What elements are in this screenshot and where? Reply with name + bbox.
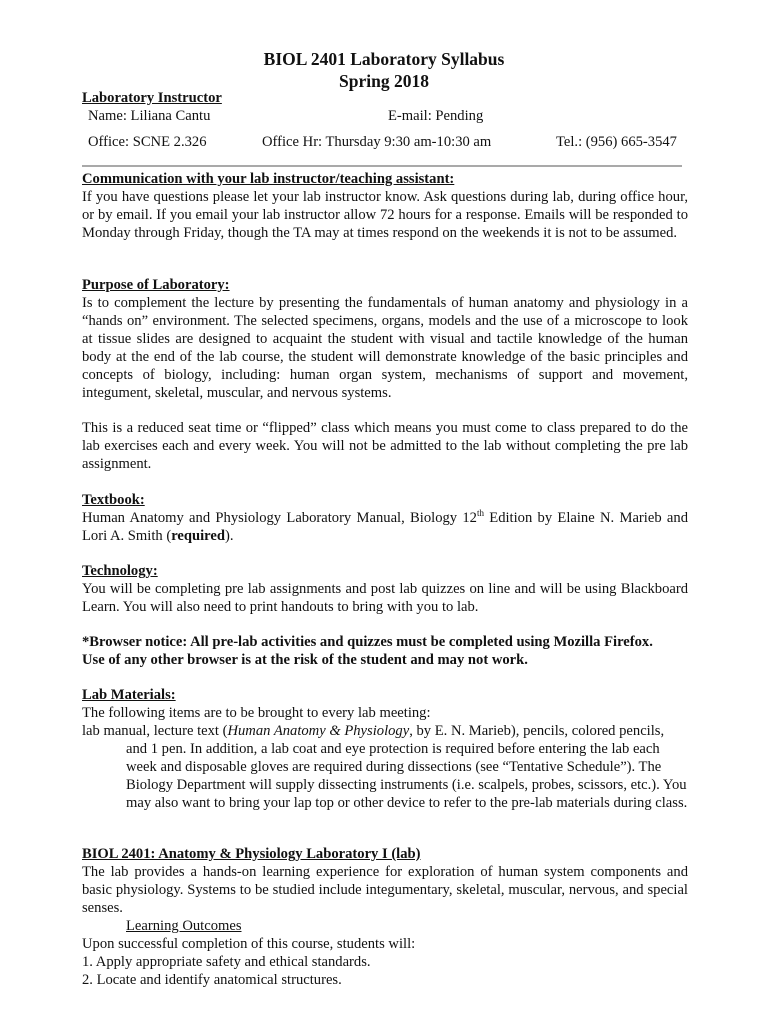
course-section <box>82 845 688 989</box>
course-heading: BIOL 2401: Anatomy & Physiology Laboratory I (lab) <box>82 846 421 862</box>
course-body: The lab provides a hands-on learning experience for exploration of human system components and basic physiology. Systems to be studied include integumentary, skeletal, muscular, nervous, and special senses. <box>82 864 688 916</box>
browser-notice-line1: *Browser notice: All pre-lab activities and quizzes must be completed using Mozilla Firefox. <box>82 634 653 650</box>
textbook-end: ). <box>224 528 234 544</box>
technology-body: You will be completing pre lab assignments and post lab quizzes on line and will be using Blackboard Learn. You will also need to print handouts to bring with you to lab. <box>82 581 688 615</box>
flipped-class-text: This is a reduced seat time or “flipped” class which means you must come to class prepared to do the lab exercises each and every week. You will not be admitted to the lab without completing the pre lab assignment. <box>82 420 688 472</box>
instructor-office: Office: SCNE 2.326 <box>88 134 207 150</box>
learning-outcomes-heading: Learning Outcomes <box>126 918 242 934</box>
materials-list-start: lab manual, lecture text ( <box>82 723 228 739</box>
textbook-required: required <box>171 528 225 544</box>
purpose-body: Is to complement the lecture by presenting the fundamentals of human anatomy and physiology in a “hands on” environment. The selected specimens, organs, models and the use of a microscope to look at tissue slides are designed to acquaint the student with visual and tactile knowledge of the human body at the end of the lab course, the student will demonstrate knowledge of the basic principles and concepts of biology, including: human organ system, mechanisms of support and movement, integument, skeletal, muscular, and nervous systems. <box>82 295 688 401</box>
technology-heading: Technology: <box>82 563 158 579</box>
communication-heading: Communication with your lab instructor/teaching assistant: <box>82 171 455 187</box>
instructor-email: E-mail: Pending <box>388 108 484 124</box>
instructor-name: Name: Liliana Cantu <box>88 108 211 124</box>
learning-outcome-item: 2. Locate and identify anatomical structures. <box>82 972 342 988</box>
materials-section <box>82 686 688 812</box>
textbook-title: Human Anatomy and Physiology Laboratory Manual, Biology 12 <box>82 510 477 526</box>
communication-section <box>82 170 688 242</box>
textbook-section <box>82 491 688 545</box>
textbook-authors: Edition by Elaine N. Marieb and Lori A. Smith ( <box>82 510 688 544</box>
learning-outcomes-intro: Upon successful completion of this course, students will: <box>82 936 416 952</box>
instructor-heading: Laboratory Instructor <box>82 90 222 106</box>
communication-body: If you have questions please let your lab instructor know. Ask questions during lab, during office hour, or by email. If you email your lab instructor allow 72 hours for a response. Emails will be responded to Monday through Friday, though the TA may at times respond on the weekends it is not to be assumed. <box>82 189 688 241</box>
page-title: BIOL 2401 Laboratory Syllabus <box>263 49 505 69</box>
materials-list-rest: , by E. N. Marieb), pencils, colored pencils, and 1 pen. In addition, a lab coat and eye protection is required before entering the lab each week and disposable gloves are required during dissections (see “Tentative Schedule”). The Biology Department will supply dissecting instruments (i.e. scalpels, probes, scissors, etc.). You may also want to bring your lap top or other device to refer to the pre-lab materials during class. <box>126 723 688 811</box>
purpose-heading: Purpose of Laboratory: <box>82 277 230 293</box>
page-subtitle: Spring 2018 <box>339 71 429 91</box>
instructor-office-hours: Office Hr: Thursday 9:30 am-10:30 am <box>262 134 492 150</box>
textbook-heading: Textbook: <box>82 492 145 508</box>
header-divider <box>82 165 682 167</box>
textbook-body <box>82 509 688 545</box>
materials-intro: The following items are to be brought to every lab meeting: <box>82 705 431 721</box>
materials-lecture-text: Human Anatomy & Physiology <box>227 723 410 739</box>
instructor-phone: Tel.: (956) 665-3547 <box>556 134 677 150</box>
materials-heading: Lab Materials: <box>82 687 176 703</box>
purpose-section <box>82 276 688 402</box>
technology-section <box>82 562 688 616</box>
learning-outcome-item: 1. Apply appropriate safety and ethical standards. <box>82 954 371 970</box>
materials-list <box>82 722 688 812</box>
textbook-edition-suffix: th <box>476 508 484 519</box>
browser-notice-line2: Use of any other browser is at the risk of the student and may not work. <box>82 652 528 668</box>
browser-notice <box>82 633 688 669</box>
flipped-class-note <box>82 419 688 473</box>
